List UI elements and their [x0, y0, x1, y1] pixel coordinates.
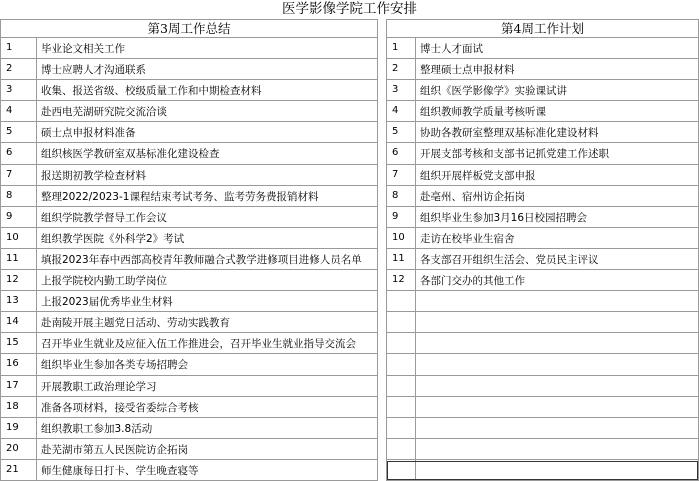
row-number-cell[interactable]: 15 [1, 333, 37, 353]
week3-header[interactable]: 第3周工作总结 [0, 19, 378, 38]
row-text-cell[interactable]: 赴西电芜湖研究院交流洽谈 [41, 106, 167, 119]
row-text-cell[interactable]: 组织核医学教研室双基标准化建设检查 [41, 148, 220, 161]
table-row[interactable] [386, 38, 699, 59]
table-row[interactable] [0, 207, 378, 228]
row-text-cell[interactable]: 准备各项材料，接受省委综合考核 [41, 401, 199, 414]
table-row[interactable] [386, 397, 699, 418]
row-number-cell[interactable]: 10 [387, 228, 416, 248]
table-row[interactable] [0, 333, 378, 354]
table-row[interactable] [386, 80, 699, 101]
table-row[interactable] [0, 439, 378, 460]
row-number-cell[interactable]: 12 [1, 270, 37, 290]
row-text-cell[interactable] [416, 291, 698, 311]
row-number-cell[interactable]: 21 [1, 460, 37, 480]
row-number-cell[interactable]: 5 [387, 122, 416, 142]
row-number-cell[interactable] [387, 460, 416, 480]
table-row[interactable] [386, 439, 699, 460]
row-text-cell[interactable]: 赴亳州、宿州访企拓岗 [420, 190, 525, 203]
table-row[interactable] [0, 418, 378, 439]
row-text-cell[interactable]: 召开毕业生就业及应征入伍工作推进会，召开毕业生就业指导交流会 [41, 338, 356, 351]
row-number-cell[interactable]: 7 [1, 165, 37, 185]
table-row[interactable] [386, 291, 699, 312]
row-number-cell[interactable]: 13 [1, 291, 37, 311]
row-number-cell[interactable] [387, 376, 416, 396]
table-row[interactable] [0, 376, 378, 397]
table-row[interactable] [0, 354, 378, 375]
row-number-cell[interactable]: 8 [1, 186, 37, 206]
row-text-cell[interactable]: 上报学院校内勤工助学岗位 [41, 275, 167, 288]
row-text-cell[interactable]: 组织教学医院《外科学2》考试 [41, 232, 185, 245]
table-row[interactable] [0, 38, 378, 59]
row-number-cell[interactable]: 7 [387, 165, 416, 185]
row-number-cell[interactable]: 3 [387, 80, 416, 100]
table-row[interactable] [386, 249, 699, 270]
row-number-cell[interactable]: 14 [1, 312, 37, 332]
row-text-cell[interactable]: 师生健康每日打卡、学生晚查寝等 [41, 464, 199, 477]
week4-plan-table [386, 19, 699, 481]
row-number-cell[interactable] [387, 354, 416, 374]
row-number-cell[interactable]: 11 [1, 249, 37, 269]
table-row[interactable] [0, 165, 378, 186]
week4-header[interactable]: 第4周工作计划 [386, 19, 699, 38]
row-text-cell[interactable]: 开展支部考核和支部书记抓党建工作述职 [420, 148, 609, 161]
row-text-cell[interactable]: 组织毕业生参加各类专场招聘会 [41, 359, 188, 372]
table-row[interactable] [386, 122, 699, 143]
row-number-cell[interactable]: 9 [1, 207, 37, 227]
row-text-cell[interactable]: 报送期初教学检查材料 [41, 169, 146, 182]
table-row[interactable] [0, 312, 378, 333]
row-number-cell[interactable] [387, 333, 416, 353]
row-text-cell[interactable]: 上报2023届优秀毕业生材料 [41, 296, 173, 309]
table-row[interactable] [0, 101, 378, 122]
table-row[interactable] [386, 460, 699, 481]
table-row[interactable] [386, 228, 699, 249]
row-text-cell[interactable]: 整理硕士点申报材料 [420, 64, 515, 77]
row-text-cell[interactable]: 开展教职工政治理论学习 [41, 380, 157, 393]
row-text-cell[interactable]: 组织毕业生参加3月16日校园招聘会 [420, 211, 588, 224]
row-text-cell[interactable]: 组织《医学影像学》实验课试讲 [420, 85, 567, 98]
row-text-cell[interactable]: 组织教职工参加3.8活动 [41, 422, 153, 435]
row-number-cell[interactable] [387, 312, 416, 332]
row-number-cell[interactable]: 9 [387, 207, 416, 227]
row-text-cell[interactable]: 收集、报送省级、校级质量工作和中期检查材料 [41, 85, 262, 98]
row-number-cell[interactable]: 12 [387, 270, 416, 290]
row-number-cell[interactable]: 18 [1, 397, 37, 417]
table-row[interactable] [0, 270, 378, 291]
table-row[interactable] [386, 418, 699, 439]
table-row[interactable] [386, 101, 699, 122]
row-text-cell[interactable] [416, 460, 698, 480]
row-number-cell[interactable]: 5 [1, 122, 37, 142]
table-row[interactable] [386, 333, 699, 354]
table-row[interactable] [386, 376, 699, 397]
row-text-cell[interactable]: 各部门交办的其他工作 [420, 275, 525, 288]
row-text-cell[interactable]: 填报2023年春中西部高校青年教师融合式教学进修项目进修人员名单 [41, 253, 362, 266]
row-text-cell[interactable] [416, 354, 698, 374]
row-text-cell[interactable]: 硕士点申报材料准备 [41, 127, 136, 140]
row-text-cell[interactable]: 走访在校毕业生宿舍 [420, 232, 515, 245]
row-text-cell[interactable]: 协助各教研室整理双基标准化建设材料 [420, 127, 599, 140]
table-row[interactable] [386, 143, 699, 164]
row-number-cell[interactable]: 1 [387, 38, 416, 58]
row-number-cell[interactable]: 4 [387, 101, 416, 121]
row-text-cell[interactable] [416, 376, 698, 396]
row-text-cell[interactable] [416, 418, 698, 438]
row-text-cell[interactable]: 博士应聘人才沟通联系 [41, 64, 146, 77]
row-number-cell[interactable]: 6 [1, 143, 37, 163]
table-row[interactable] [386, 165, 699, 186]
row-text-cell[interactable]: 整理2022/2023-1课程结束考试考务、监考劳务费报销材料 [41, 190, 319, 203]
row-number-cell[interactable]: 11 [387, 249, 416, 269]
table-row[interactable] [386, 354, 699, 375]
table-row[interactable] [0, 143, 378, 164]
row-number-cell[interactable]: 16 [1, 354, 37, 374]
table-row[interactable] [0, 122, 378, 143]
row-text-cell[interactable] [416, 333, 698, 353]
row-text-cell[interactable]: 各支部召开组织生活会、党员民主评议 [420, 253, 599, 266]
table-row[interactable] [0, 460, 378, 481]
table-row[interactable] [0, 186, 378, 207]
table-row[interactable] [0, 59, 378, 80]
row-number-cell[interactable] [387, 439, 416, 459]
table-row[interactable] [0, 228, 378, 249]
row-text-cell[interactable]: 组织开展样板党支部申报 [420, 169, 536, 182]
row-text-cell[interactable]: 赴芜湖市第五人民医院访企拓岗 [41, 443, 188, 456]
row-number-cell[interactable]: 6 [387, 143, 416, 163]
row-number-cell[interactable] [387, 418, 416, 438]
table-row[interactable] [386, 312, 699, 333]
table-row[interactable] [386, 207, 699, 228]
table-row[interactable] [386, 59, 699, 80]
row-number-cell[interactable]: 3 [1, 80, 37, 100]
row-text-cell[interactable]: 赴南陵开展主题党日活动、劳动实践教育 [41, 317, 230, 330]
table-row[interactable] [0, 80, 378, 101]
row-number-cell[interactable] [387, 291, 416, 311]
row-number-cell[interactable]: 2 [387, 59, 416, 79]
column-gap [378, 19, 386, 480]
row-text-cell[interactable] [416, 439, 698, 459]
row-number-cell[interactable]: 2 [1, 59, 37, 79]
row-number-cell[interactable] [387, 397, 416, 417]
row-text-cell[interactable] [416, 397, 698, 417]
row-text-cell[interactable] [416, 312, 698, 332]
row-number-cell[interactable]: 8 [387, 186, 416, 206]
table-row[interactable] [0, 397, 378, 418]
row-number-cell[interactable]: 17 [1, 376, 37, 396]
row-text-cell[interactable]: 组织教师教学质量考核听课 [420, 106, 546, 119]
row-number-cell[interactable]: 4 [1, 101, 37, 121]
table-row[interactable] [386, 270, 699, 291]
row-number-cell[interactable]: 19 [1, 418, 37, 438]
table-row[interactable] [0, 291, 378, 312]
row-text-cell[interactable]: 毕业论文相关工作 [41, 43, 125, 55]
row-text-cell[interactable]: 博士人才面试 [420, 43, 483, 55]
table-row[interactable] [0, 249, 378, 270]
row-number-cell[interactable]: 20 [1, 439, 37, 459]
table-row[interactable] [386, 186, 699, 207]
row-number-cell[interactable]: 1 [1, 38, 37, 58]
week3-summary-table [0, 19, 378, 481]
row-number-cell[interactable]: 10 [1, 228, 37, 248]
sheet-title[interactable]: 医学影像学院工作安排 [0, 0, 699, 20]
row-text-cell[interactable]: 组织学院教学督导工作会议 [41, 211, 167, 224]
